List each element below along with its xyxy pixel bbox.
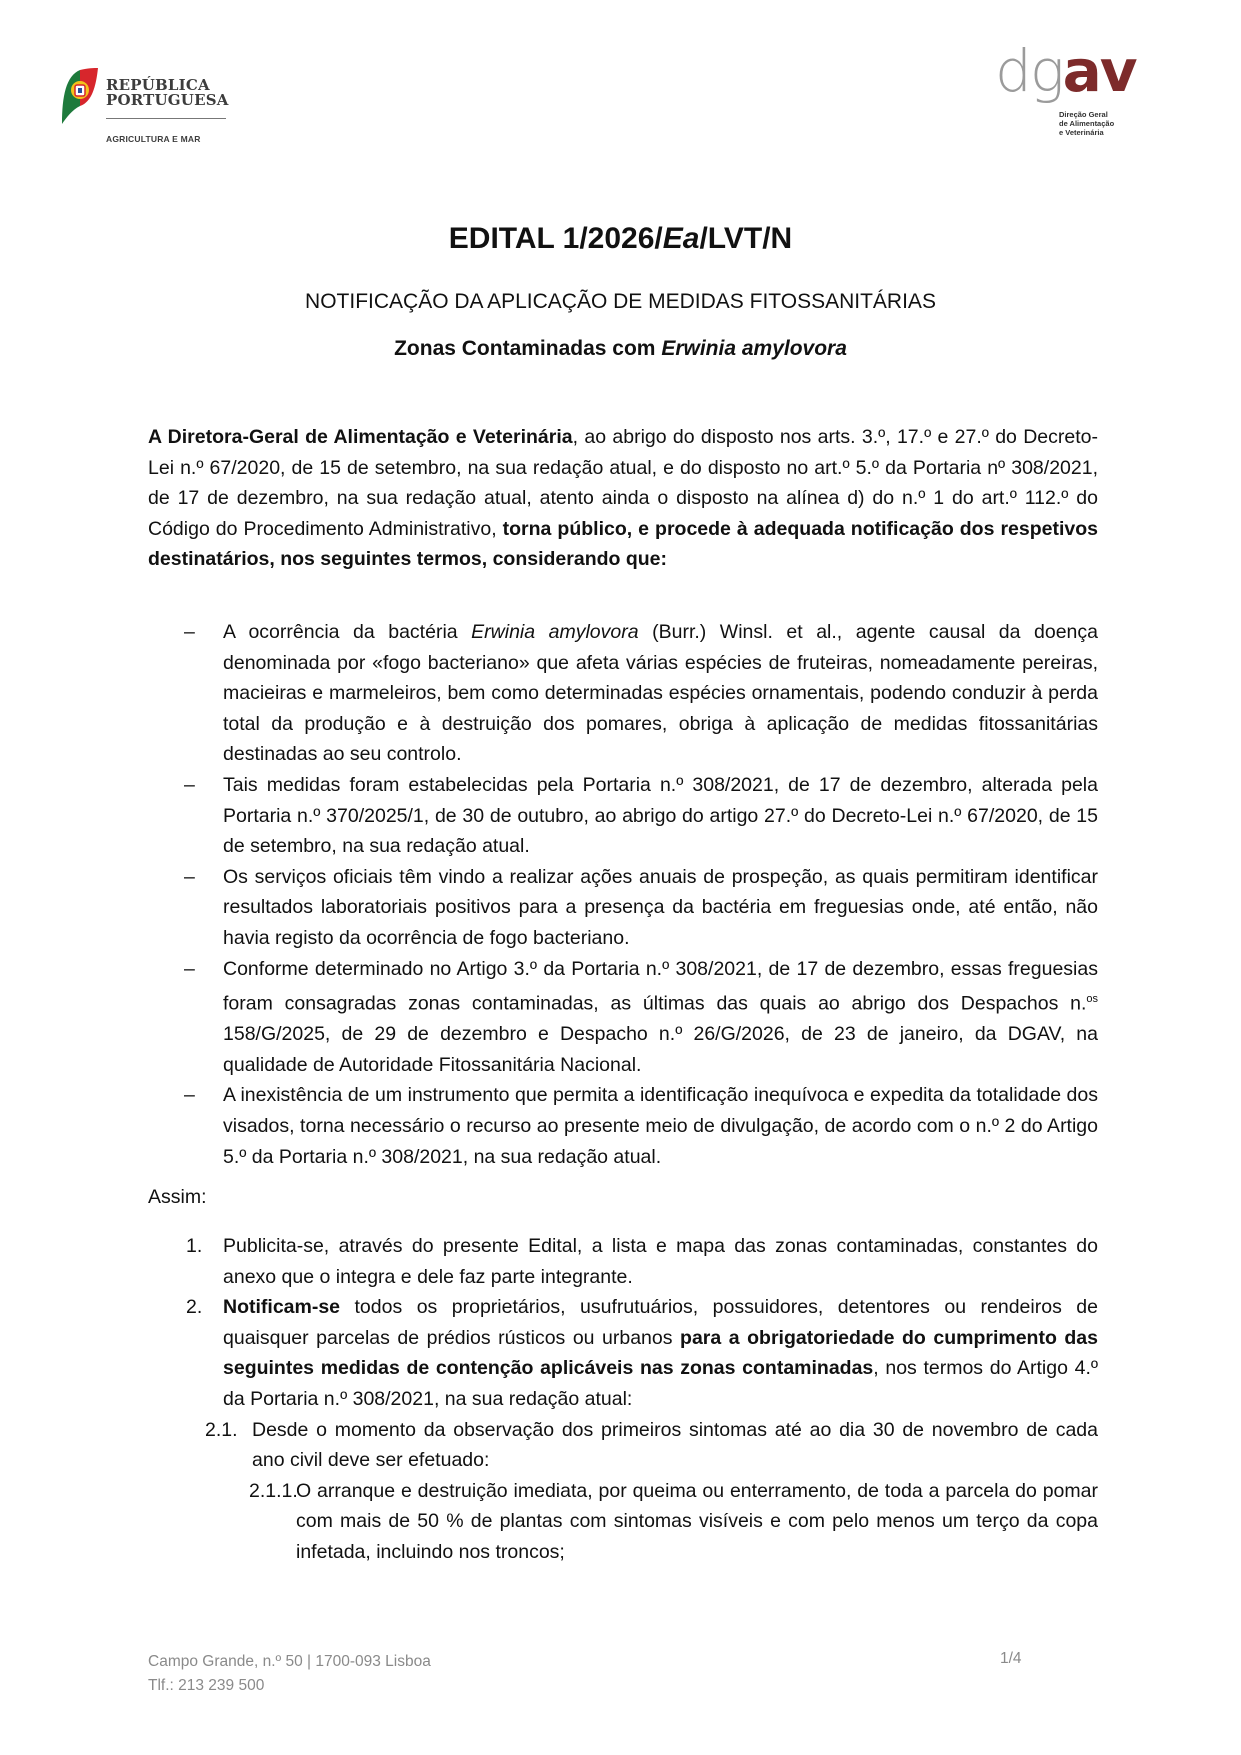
list-item: 2. Notificam-se todos os proprietários, usufrutuários, possuidores, detentores ou rendeiros de quaisquer parcelas de prédios rústicos ou urbanos para a obrigatoriedade do cumprimento das seguintes medidas de contenção aplicáveis nas zonas contaminadas, nos termos do Artigo 4.º da Portaria n.º 308/2021, na sua redação atual: xyxy=(186,1296,1098,1410)
ministry-label: AGRICULTURA E MAR xyxy=(106,134,201,144)
numbered-list xyxy=(148,1231,1098,1568)
portuguese-republic-emblem-icon xyxy=(60,66,98,126)
list-item: 2.1. Desde o momento da observação dos primeiros sintomas até ao dia 30 de novembro de cada ano civil deve ser efetuado: xyxy=(205,1418,1098,1472)
footer-address: Campo Grande, n.º 50 | 1700-093 Lisboa xyxy=(148,1653,431,1670)
list-item: 1. Publicita-se, através do presente Edital, a lista e mapa das zonas contaminadas, constantes do anexo que o integra e dele faz parte integrante. xyxy=(186,1235,1098,1288)
considerandos-list xyxy=(148,617,1098,1172)
list-item: 2.1.1. O arranque e destruição imediata, por queima ou enterramento, de toda a parcela do pomar com mais de 50 % de plantas com sintomas visíveis e com pelo menos um terço da copa infetada, incluindo nos troncos; xyxy=(249,1479,1098,1563)
intro-paragraph: A Diretora-Geral de Alimentação e Veterinária, ao abrigo do disposto nos arts. 3.º, 17.º e 27.º do Decreto-Lei n.º 67/2020, de 15 de setembro, na sua redação atual, e do disposto no art.º 5.º da Portaria nº 308/2021, de 17 de dezembro, na sua redação atual, atento ainda o disposto na alínea d) do n.º 1 do art.º 112.º do Código do Procedimento Administrativo, torna público, e procede à adequada notificação dos respetivos destinatários, nos seguintes termos, considerando que: xyxy=(148,426,1098,571)
page-number: 1/4 xyxy=(1000,1650,1022,1667)
republica-portuguesa-wordmark: REPÚBLICA PORTUGUESA xyxy=(106,76,229,109)
dgav-logo xyxy=(995,37,1136,148)
republica-portuguesa-logo xyxy=(56,64,236,154)
document-subject: Zonas Contaminadas com Erwinia amylovora xyxy=(394,337,847,360)
list-item: – A ocorrência da bactéria Erwinia amylovora (Burr.) Winsl. et al., agente causal da doença denominada por «fogo bacteriano» que afeta várias espécies de fruteiras, nomeadamente pereiras, macieiras e marmeleiros, bem como determinadas espécies ornamentais, podendo conduzir à perda total da produção e à destruição dos pomares, obriga à aplicação de medidas fitossanitárias destinadas ao seu controlo. xyxy=(184,621,1098,766)
list-item: – A inexistência de um instrumento que permita a identificação inequívoca e expedita da totalidade dos visados, torna necessário o recurso ao presente meio de divulgação, de acordo com o n.º 2 do Artigo 5.º da Portaria n.º 308/2021, na sua redação atual. xyxy=(184,1084,1098,1168)
document-subtitle: NOTIFICAÇÃO DA APLICAÇÃO DE MEDIDAS FITOSSANITÁRIAS xyxy=(305,290,936,313)
footer-phone: Tlf.: 213 239 500 xyxy=(148,1677,265,1694)
dgav-wordmark: dgav xyxy=(995,37,1136,105)
list-item: – Conforme determinado no Artigo 3.º da Portaria n.º 308/2021, de 17 de dezembro, essas freguesias foram consagradas zonas contaminadas, as últimas das quais ao abrigo dos Despachos n.$^{os}$ 158/G/2025, de 29 de dezembro e Despacho n.º 26/G/2026, de 23 de janeiro, da DGAV, na qualidade de Autoridade Fitossanitária Nacional. xyxy=(184,957,1098,1076)
document-title: EDITAL 1/2026/Ea/LVT/N xyxy=(448,222,793,255)
logo-divider xyxy=(106,118,226,119)
footer-contact xyxy=(148,1650,431,1698)
dgav-full-name: Direção Geral de Alimentação e Veterinária xyxy=(1059,110,1115,137)
list-item: – Os serviços oficiais têm vindo a realizar ações anuais de prospeção, as quais permitiram identificar resultados laboratoriais positivos para a presença da bactéria em freguesias onde, até então, não havia registo da ocorrência de fogo bacteriano. xyxy=(184,865,1098,949)
assim-label: Assim: xyxy=(148,1186,207,1208)
list-item: – Tais medidas foram estabelecidas pela Portaria n.º 308/2021, de 17 de dezembro, alterada pela Portaria n.º 370/2025/1, de 30 de outubro, ao abrigo do artigo 27.º do Decreto-Lei n.º 67/2020, de 15 de setembro, na sua redação atual. xyxy=(184,773,1098,858)
